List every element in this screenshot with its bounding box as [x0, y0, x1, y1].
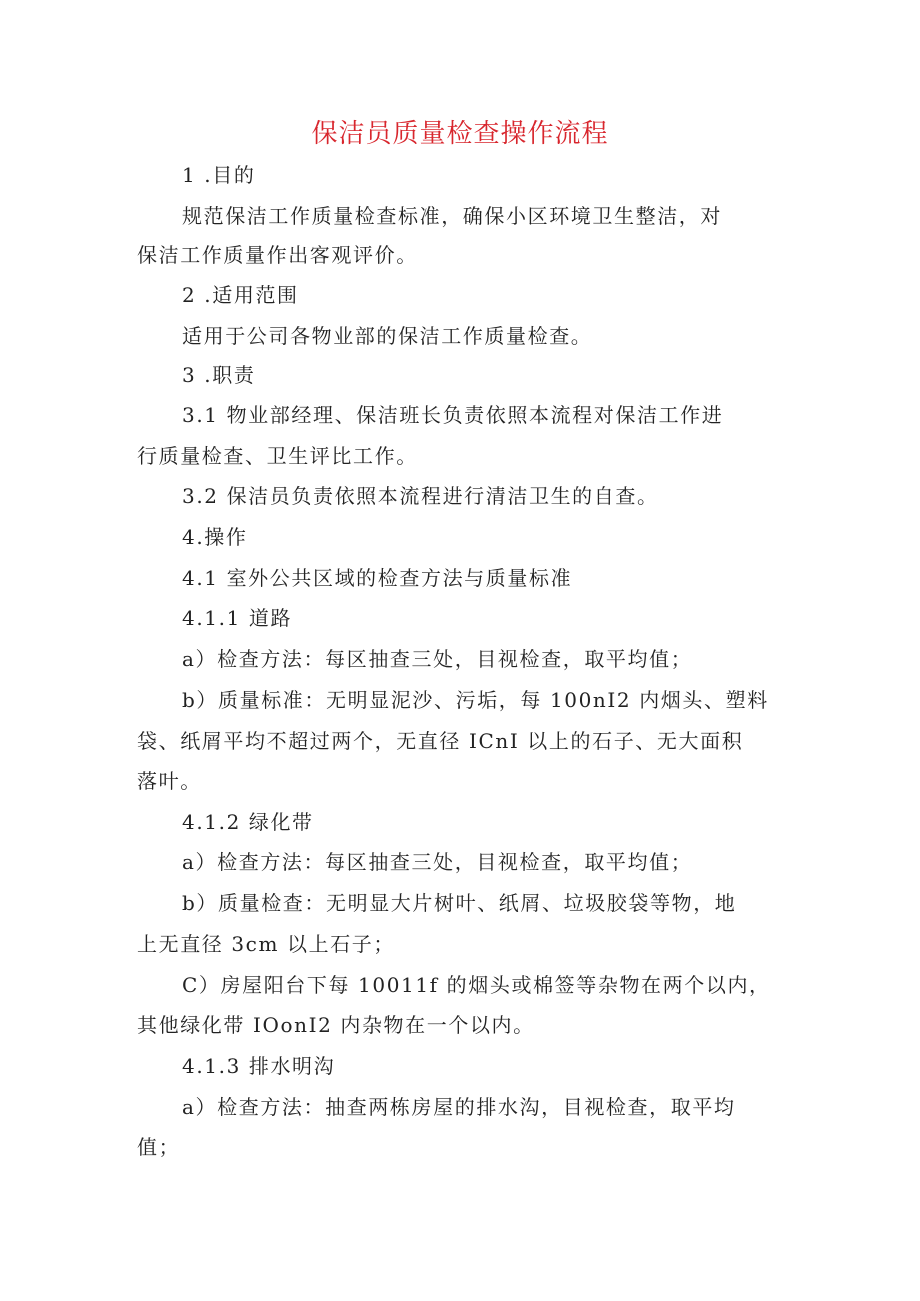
paragraph-line: b）质量标准：无明显泥沙、污垢，每 100nI2 内烟头、塑料 — [182, 688, 769, 712]
paragraph-line: a）检查方法：抽查两栋房屋的排水沟，目视检查，取平均 — [182, 1095, 736, 1119]
paragraph-line: a）检查方法：每区抽查三处，目视检查，取平均值； — [182, 647, 693, 671]
subsection-heading-drainage: 4.1.3 排水明沟 — [182, 1054, 336, 1078]
section-heading-scope: 2 .适用范围 — [182, 283, 299, 307]
paragraph-line: 值； — [137, 1135, 181, 1159]
subsection-heading: 4.1 室外公共区域的检查方法与质量标准 — [182, 566, 573, 590]
paragraph-line: b）质量检查：无明显大片树叶、纸屑、垃圾胶袋等物，地 — [182, 891, 737, 915]
paragraph-line: 3.2 保洁员负责依照本流程进行清洁卫生的自查。 — [182, 484, 659, 508]
paragraph-line: 上无直径 3cm 以上石子； — [137, 932, 396, 956]
paragraph-line: C）房屋阳台下每 10011f 的烟头或棉签等杂物在两个以内， — [182, 973, 771, 997]
subsection-heading-road: 4.1.1 道路 — [182, 606, 293, 630]
paragraph-line: 袋、纸屑平均不超过两个，无直径 ICnI 以上的石子、无大面积 — [137, 729, 744, 753]
paragraph-line: a）检查方法：每区抽查三处，目视检查，取平均值； — [182, 850, 693, 874]
paragraph-line: 适用于公司各物业部的保洁工作质量检查。 — [182, 324, 593, 348]
section-heading-operation: 4.操作 — [182, 525, 248, 549]
paragraph-line: 落叶。 — [137, 769, 202, 793]
paragraph-line: 规范保洁工作质量检查标准，确保小区环境卫生整洁，对 — [182, 204, 722, 228]
subsection-heading-greenbelt: 4.1.2 绿化带 — [182, 810, 314, 834]
section-heading-duties: 3 .职责 — [182, 363, 256, 387]
paragraph-line: 保洁工作质量作出客观评价。 — [137, 243, 418, 267]
paragraph-line: 行质量检查、卫生评比工作。 — [137, 444, 418, 468]
document-title: 保洁员质量检查操作流程 — [311, 119, 609, 149]
section-heading-purpose: 1 .目的 — [182, 163, 256, 187]
paragraph-line: 3.1 物业部经理、保洁班长负责依照本流程对保洁工作进 — [182, 403, 724, 427]
paragraph-line: 其他绿化带 IOonI2 内杂物在一个以内。 — [137, 1013, 535, 1037]
